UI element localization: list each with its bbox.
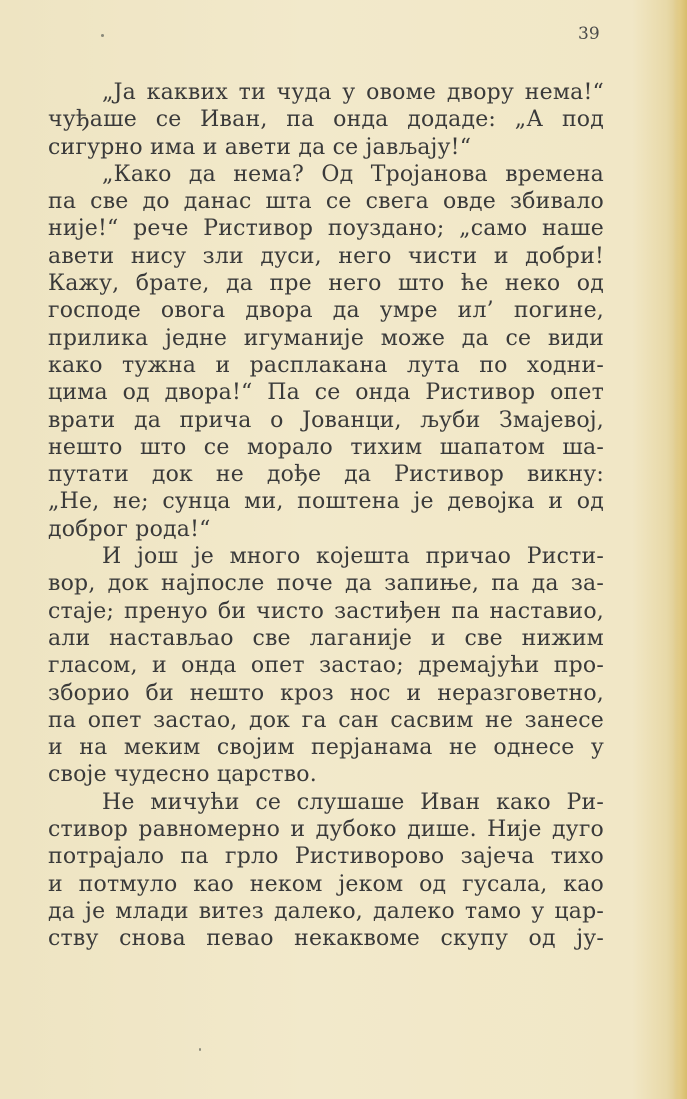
text-line: зборио би нешто кроз нос и неразговетно, (48, 680, 604, 706)
text-line: али настављао све лаганије и све нижим (48, 625, 604, 651)
page-edge (673, 0, 687, 1099)
text-line: вор, док најпосле поче да запиње, па да за- (48, 571, 604, 597)
text-line: господе овога двора да умре ил’ погине, (48, 298, 604, 324)
text-line: стаје; пренуо би чисто застиђен па наставио, (48, 598, 604, 624)
text-line: Не мичући се слушаше Иван како Ри- (102, 789, 604, 815)
text-line: нешто што се морало тихим шапатом ша- (48, 434, 604, 460)
text-line: прилика једне игуманије може да се види (48, 325, 604, 351)
text-line: Кажу, брате, да пре него што ће неко од (48, 271, 604, 297)
text-line: чуђаше се Иван, па онда додаде: „А под (48, 107, 604, 133)
text-line: да је млади витез далеко, далеко тамо у цар- (48, 898, 604, 924)
text-line: доброг рода!“ (48, 516, 211, 542)
text-line: и на меким својим перјанама не однесе у (48, 735, 604, 761)
text-line: „Не, не; сунца ми, поштена је девојка и од (48, 489, 604, 515)
text-line: цима од двора!“ Па се онда Ристивор опет (48, 380, 604, 406)
text-line: путати док не дође да Ристивор викну: (48, 462, 604, 488)
text-line: врати да прича о Јованци, љуби Змајевој, (48, 407, 604, 433)
paper-speck (101, 34, 104, 37)
text-line: стивор равномерно и дубоко дише. Није дуго (48, 817, 604, 843)
text-line: своје чудесно царство. (48, 762, 317, 788)
body-text (48, 79, 604, 953)
paper-speck (199, 1048, 201, 1051)
text-line: и потмуло као неком јеком од гусала, као (48, 871, 604, 897)
text-line: „Како да нема? Од Тројанова времена (102, 161, 604, 187)
text-line: како тужна и расплакана лута по ходни- (48, 352, 604, 378)
text-line: ству снова певао некаквоме скупу од ју- (48, 926, 604, 952)
text-line: „Ја каквих ти чуда у овоме двору нема!“ (102, 80, 604, 105)
page-number: 39 (578, 24, 600, 44)
text-line: није!“ рече Ристивор поуздано; „само наше (48, 216, 604, 242)
text-line: потрајало па грло Ристиворово зајеча тихо (48, 844, 604, 870)
text-line: гласом, и онда опет застао; дремајући про- (48, 653, 604, 679)
text-line: па опет застао, док га сан сасвим не занесе (48, 707, 604, 733)
text-line: И још је много којешта причао Ристи- (102, 544, 604, 570)
text-line: сигурно има и авети да се јављају!“ (48, 134, 472, 160)
text-line: па све до данас шта се свега овде збивало (48, 189, 604, 215)
text-line: авети нису зли дуси, него чисти и добри! (48, 243, 604, 269)
